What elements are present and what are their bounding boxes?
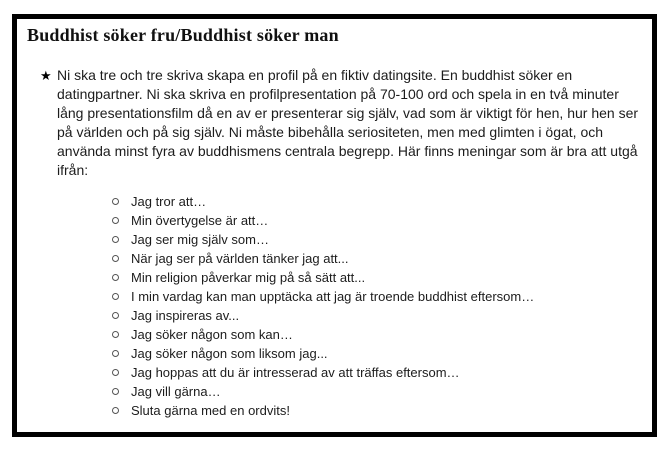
list-item-text: Jag tror att… (131, 194, 207, 209)
list-item (112, 230, 652, 249)
page-title: Buddhist söker fru/Buddhist söker man (27, 25, 339, 45)
list-item-text: I min vardag kan man upptäcka att jag är troende buddhist eftersom… (131, 289, 535, 304)
list-item (112, 344, 652, 363)
list-item-text: Sluta gärna med en ordvits! (131, 403, 290, 418)
list-item (112, 306, 652, 325)
list-item (112, 211, 652, 230)
star-bullet-icon: ★ (40, 68, 52, 83)
list-item (112, 287, 652, 306)
list-item (112, 268, 652, 287)
circle-bullet-icon (112, 369, 119, 376)
list-item-text: Min övertygelse är att… (131, 213, 269, 228)
circle-bullet-icon (112, 407, 119, 414)
list-item-text: Jag ser mig själv som… (131, 232, 269, 247)
list-item-text: Min religion påverkar mig på så sätt att... (131, 270, 366, 285)
list-item-text: När jag ser på världen tänker jag att... (131, 251, 349, 266)
circle-bullet-icon (112, 217, 119, 224)
circle-bullet-icon (112, 198, 119, 205)
circle-bullet-icon (112, 331, 119, 338)
list-item (112, 325, 652, 344)
worksheet-box (12, 14, 657, 437)
circle-bullet-icon (112, 255, 119, 262)
circle-bullet-icon (112, 312, 119, 319)
sentence-starters-list (17, 192, 652, 420)
circle-bullet-icon (112, 350, 119, 357)
circle-bullet-icon (112, 274, 119, 281)
list-item-text: Jag inspireras av... (131, 308, 240, 323)
list-item (112, 363, 652, 382)
list-item (112, 401, 652, 420)
task-instruction (40, 66, 646, 180)
list-item-text: Jag hoppas att du är intresserad av att träffas eftersom… (131, 365, 460, 380)
circle-bullet-icon (112, 293, 119, 300)
list-item-text: Jag söker någon som liksom jag... (131, 346, 328, 361)
list-item (112, 192, 652, 211)
task-instruction-text: Ni ska tre och tre skriva skapa en profil på en fiktiv datingsite. En buddhist söker en datingpartner. Ni ska skriva en profilpresentation på 70-100 ord och spela in en två minuter lång presentationsfilm då en av er presenterar sig själv, vad som är viktigt för hen, hur hen ser på världen och på sig själv. Ni måste bibehålla seriositeten, men med glimten i ögat, och använda minst fyra av buddhismens centrala begrepp. Här finns meningar som är bra att utgå ifrån: (57, 67, 639, 178)
list-item (112, 382, 652, 401)
list-item-text: Jag söker någon som kan… (131, 327, 293, 342)
circle-bullet-icon (112, 236, 119, 243)
list-item (112, 249, 652, 268)
circle-bullet-icon (112, 388, 119, 395)
list-item-text: Jag vill gärna… (131, 384, 221, 399)
